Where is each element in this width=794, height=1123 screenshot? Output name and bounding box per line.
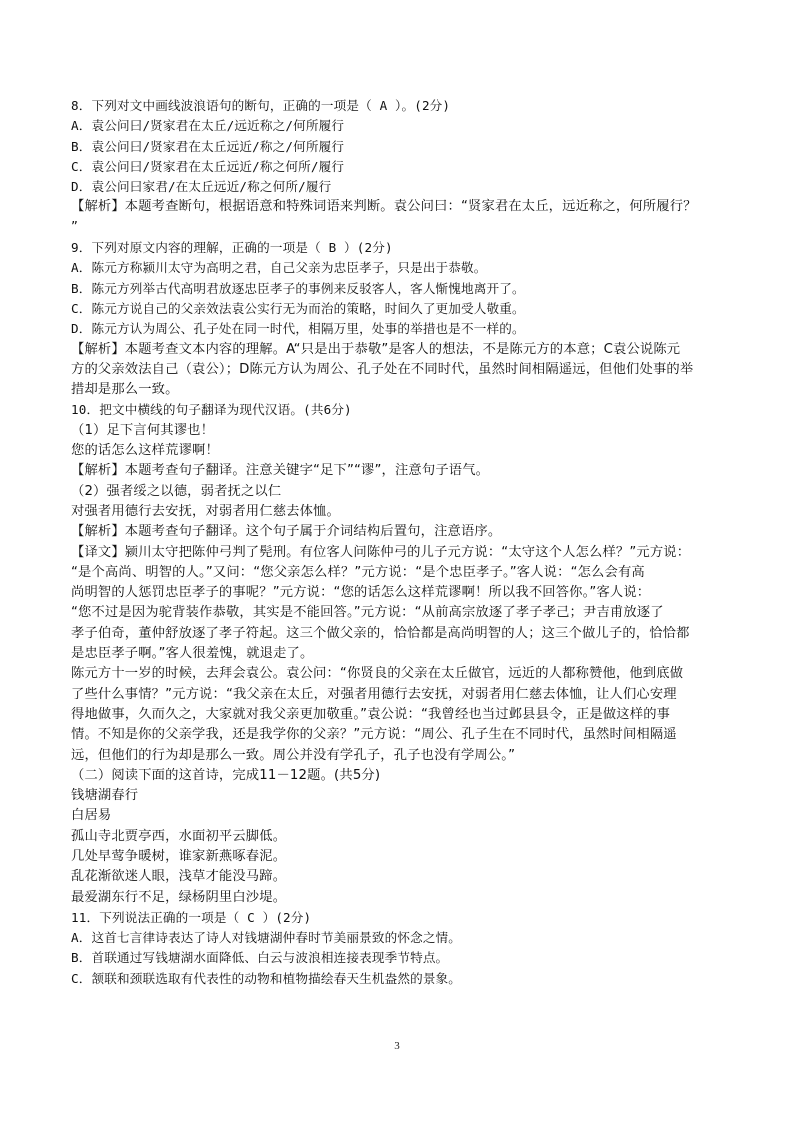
text-line: 是忠臣孝子啊。”客人很羞愧，就退走了。	[71, 646, 314, 662]
text-line: 【解析】本题考查句子翻译。注意关键字“足下”“谬”，注意句子语气。	[71, 463, 490, 479]
text-line: ”	[71, 219, 79, 235]
text-line: 尚明智的人惩罚忠臣孝子的事呢？”元方说：“您的话怎么这样荒谬啊！所以我不回答你。”客人说：	[71, 585, 651, 601]
text-line: 10．把文中横线的句子翻译为现代汉语。(共6分)	[71, 402, 352, 418]
text-line: 情。不知是你的父亲学我，还是我学你的父亲？”元方说：“周公、孔子生在不同时代，虽然时间相隔遥	[71, 727, 677, 743]
text-line: 【译文】颍川太守把陈仲弓判了髡刑。有位客人问陈仲弓的儿子元方说：“太守这个人怎么样？”元方说：	[71, 544, 691, 560]
text-line: 了些什么事情？”元方说：“我父亲在太丘，对强者用德行去安抚，对弱者用仁慈去体恤，让人们心安理	[71, 686, 677, 702]
page-content	[71, 96, 736, 989]
text-line: B．袁公问曰/贤家君在太丘远近/称之/何所履行	[71, 138, 345, 154]
text-line: “您不过是因为驼背装作恭敬，其实是不能回答。”元方说：“从前高宗放逐了孝子孝己；尹吉甫放逐了	[71, 605, 664, 621]
text-line: D．陈元方认为周公、孔子处在同一时代，相隔万里，处事的举措也是不一样的。	[71, 321, 525, 337]
text-line: 8．下列对文中画线波浪语句的断句，正确的一项是（ A ）。(2分)	[71, 98, 451, 113]
text-line: “是个高尚、明智的人。”又问：“您父亲怎么样？”元方说：“是个忠臣孝子。”客人说：“怎么会有高	[71, 564, 645, 580]
text-line: C．颔联和颈联选取有代表性的动物和植物描绘春天生机盎然的景象。	[71, 970, 462, 986]
text-line: 【解析】本题考查断句，根据语意和特殊词语来判断。袁公问曰：“贤家君在太丘，远近称之，何所履行？	[71, 199, 697, 215]
text-line: D．袁公问曰家君/在太丘远近/称之何所/履行	[71, 179, 332, 195]
text-line: B．首联通过写钱塘湖水面降低、白云与波浪相连接表现季节特点。	[71, 950, 449, 966]
text-line: 最爱湖东行不足，绿杨阴里白沙堤。	[71, 889, 287, 905]
text-line: 白居易	[71, 808, 112, 824]
text-line: 9．下列对原文内容的理解，正确的一项是（ B ）(2分)	[71, 240, 393, 256]
text-line: 几处早莺争暖树，谁家新燕啄春泥。	[71, 848, 287, 864]
page-number: 3	[394, 1040, 400, 1052]
text-line: （1）足下言何其谬也！	[71, 422, 215, 438]
text-line: B．陈元方列举古代高明君放逐忠臣孝子的事例来反驳客人，客人惭愧地离开了。	[71, 280, 525, 296]
text-line: 【解析】本题考查句子翻译。这个句子属于介词结构后置句，注意语序。	[71, 524, 502, 540]
text-line: 您的话怎么这样荒谬啊！	[71, 443, 219, 459]
text-line: 孝子伯奇，董仲舒放逐了孝子符起。这三个做父亲的，恰恰都是高尚明智的人；这三个做儿子的，恰恰都	[71, 625, 690, 641]
text-line: 得地做事，久而久之，大家就对我父亲更加敬重。”袁公说：“我曾经也当过邺县县令，正是做这样的事	[71, 706, 671, 722]
text-line: A．袁公问曰/贤家君在太丘/远近称之/何所履行	[71, 118, 345, 134]
text-line: C．袁公问曰/贤家君在太丘远近/称之何所/履行	[71, 158, 345, 174]
text-line: 【解析】本题考查文本内容的理解。A“只是出于恭敬”是客人的想法，不是陈元方的本意；C袁公说陈元	[71, 341, 681, 357]
text-line: 乱花渐欲迷人眼，浅草才能没马蹄。	[71, 869, 287, 885]
text-line: 方的父亲效法自己（袁公）；D陈元方认为周公、孔子处在不同时代，虽然时间相隔遥远，但他们处事的举	[71, 361, 694, 377]
text-line: 11．下列说法正确的一项是（ C ）(2分)	[71, 909, 312, 925]
text-line: 孤山寺北贾亭西，水面初平云脚低。	[71, 828, 287, 844]
text-line: A．陈元方称颍川太守为高明之君，自己父亲为忠臣孝子，只是出于恭敬。	[71, 260, 487, 276]
text-line: 陈元方十一岁的时候，去拜会袁公。袁公问：“你贤良的父亲在太丘做官，远近的人都称赞他，他到底做	[71, 666, 684, 682]
text-line: （2）强者绥之以德，弱者抚之以仁	[71, 483, 282, 499]
text-line: 远，但他们的行为却是那么一致。周公并没有学孔子，孔子也没有学周公。”	[71, 747, 516, 763]
text-line: 措却是那么一致。	[71, 382, 179, 398]
text-line: C．陈元方说自己的父亲效法袁公实行无为而治的策略，时间久了更加受人敬重。	[71, 300, 525, 316]
text-line: A．这首七言律诗表达了诗人对钱塘湖仲春时节美丽景致的怀念之情。	[71, 930, 462, 946]
text-line: （二）阅读下面的这首诗，完成11－12题。(共5分)	[71, 767, 381, 783]
text-line: 对强者用德行去安抚，对弱者用仁慈去体恤。	[71, 503, 340, 519]
text-line: 钱塘湖春行	[71, 788, 139, 804]
